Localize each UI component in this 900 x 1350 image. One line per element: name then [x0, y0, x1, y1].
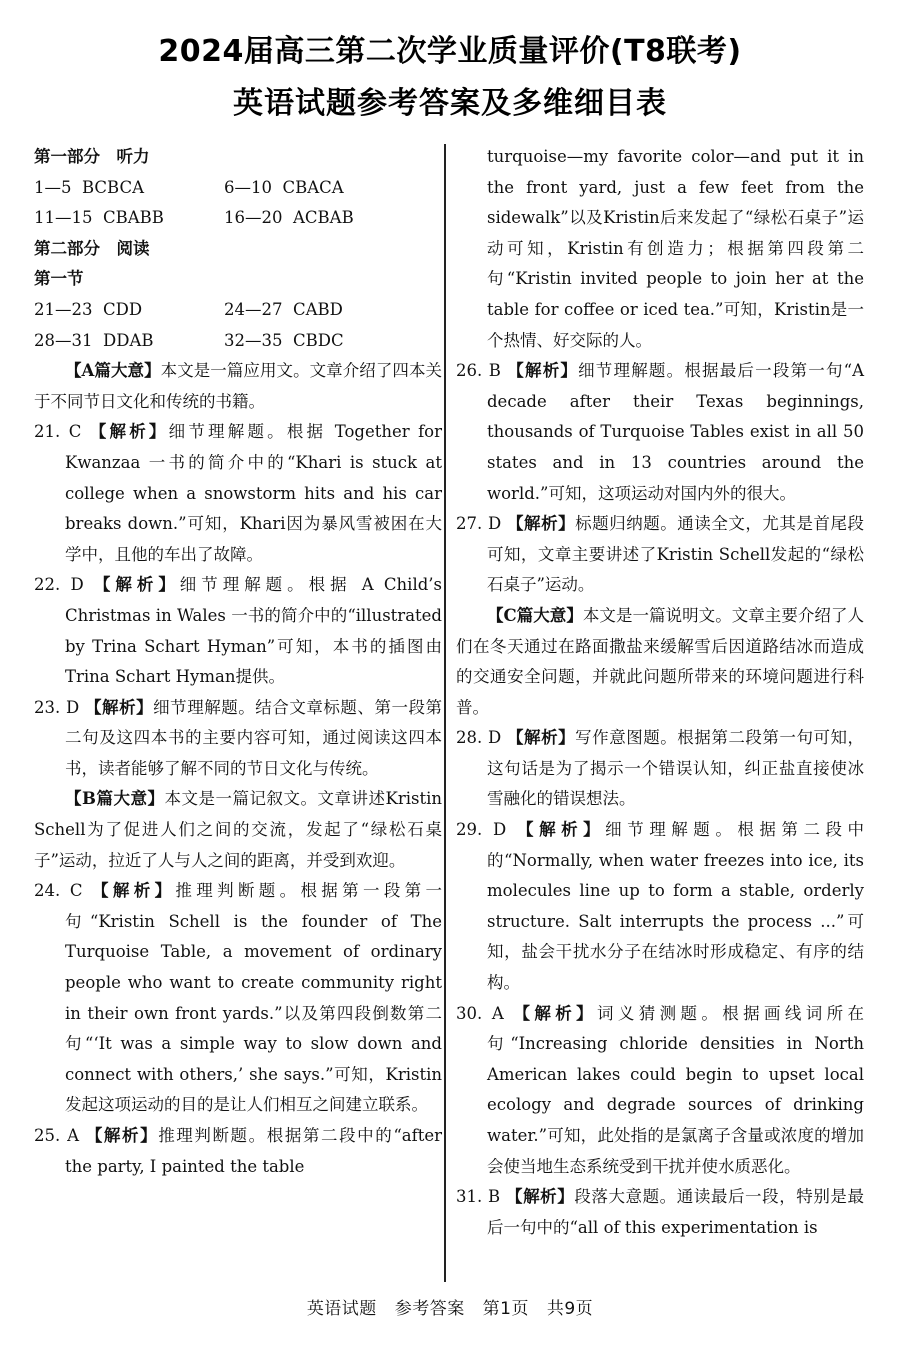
- explanation-item: [456, 509, 864, 601]
- item-number: 22. D: [34, 575, 84, 595]
- section1-heading: 第一节: [34, 269, 84, 289]
- answer-key: CBDC: [293, 330, 344, 350]
- summary-a: [34, 356, 442, 417]
- document-title: 2024届高三第二次学业质量评价(T8联考): [158, 34, 742, 69]
- explanation-item: [34, 570, 442, 692]
- summary-text: 本文是一篇应用文。文章介绍了四本关于不同节日文化和传统的书籍。: [34, 361, 443, 411]
- explanation-item: [456, 356, 864, 509]
- item-tag: 【解析】: [507, 514, 576, 534]
- item-text: 细节理解题。根据第二段中的“Normally, when water freezes into ice, its molecules line up to form a stable, orderly structure. Salt interrupts the process ...”可知，盐会干扰水分子在结冰时形成稳定、有序的结构。: [487, 820, 864, 993]
- summary-b: [34, 784, 442, 876]
- right-column: [456, 142, 864, 1243]
- answer-key: CABD: [293, 299, 343, 319]
- answer-range: 16—20: [224, 208, 283, 228]
- footer-page-number: 第1页: [482, 1299, 529, 1319]
- item-tag: 【解析】: [85, 697, 154, 717]
- answer-row: [34, 203, 442, 234]
- item-tag: 【解析】: [85, 1126, 159, 1145]
- footer-doc: 参考答案: [394, 1299, 465, 1319]
- part2-heading: 第二部分 阅读: [34, 238, 150, 258]
- summary-text: 本文是一篇记叙文。文章讲述Kristin Schell为了促进人们之间的交流，发起了“绿松石桌子”运动，拉近了人与人之间的距离，并受到欢迎。: [34, 789, 442, 870]
- item-tag: 【解析】: [517, 820, 606, 840]
- item-text: 写作意图题。根据第二段第一句可知，这句话是为了揭示一个错误认知，纠正盐直接使冰雪融化的错误想法。: [487, 728, 865, 809]
- item-tag: 【解析】: [513, 1003, 597, 1023]
- item-text: 推理判断题。根据第一段第一句“Kristin Schell is the founder of The Turquoise Table, a movement of ordinary people who want to create community right in their own front yards.”以及第四段倒数第二句“‘It was a simple way to slow down and connect with others,’ she says.”可知，Kristin发起这项运动的目的是让人们相互之间建立联系。: [65, 881, 443, 1115]
- item-number: 23. D: [34, 697, 80, 717]
- explanation-item: [456, 1182, 864, 1243]
- document-subtitle: 英语试题参考答案及多维细目表: [233, 86, 667, 121]
- item-number: 31. B: [456, 1187, 501, 1207]
- item-number: 25. A: [34, 1126, 79, 1145]
- item-text: 细节理解题。根据 A Child’s Christmas in Wales 一书的简介中的“illustrated by Trina Schart Hyman”可知，本书的插图由Trina Schart Hyman提供。: [65, 575, 442, 687]
- explanation-item: [34, 693, 442, 785]
- item-tag: 【解析】: [89, 422, 169, 442]
- explanation-item: [456, 999, 864, 1183]
- item-text: 标题归纳题。通读全文，尤其是首尾段可知，文章主要讲述了Kristin Schell发起的“绿松石桌子”运动。: [487, 514, 865, 595]
- answer-range: 1—5: [34, 177, 72, 197]
- footer-subject: 英语试题: [306, 1299, 377, 1319]
- summary-c: [456, 601, 864, 723]
- summary-label: 【C篇大意】: [487, 605, 583, 625]
- answer-range: 24—27: [224, 299, 283, 319]
- answer-range: 21—23: [34, 299, 93, 319]
- item-number: 30. A: [456, 1003, 504, 1023]
- summary-label: 【A篇大意】: [65, 361, 161, 381]
- item-tag: 【解析】: [92, 881, 176, 901]
- item-text: 细节理解题。结合文章标题、第一段第二句及这四本书的主要内容可知，通过阅读这四本书，读者能够了解不同的节日文化与传统。: [65, 697, 443, 778]
- item-number: 29. D: [456, 820, 507, 840]
- item-text: 细节理解题。根据最后一段第一句“A decade after their Texas beginnings, thousands of Turquoise Tables exist in all 50 states and in 13 countries around the world.”可知，这项运动对国内外的很大。: [487, 361, 864, 503]
- explanation-item: [34, 876, 442, 1121]
- explanation-item: [34, 1121, 442, 1182]
- continued-text: turquoise—my favorite color—and put it in the front yard, just a few feet from the sidewalk”以及Kristin后来发起了“绿松石桌子”运动可知，Kristin有创造力；根据第四段第二句“Kristin invited people to join her at the table for coffee or iced tea.”可知，Kristin是一个热情、好交际的人。: [487, 147, 864, 350]
- explanation-item: [34, 417, 442, 570]
- item-number: 27. D: [456, 514, 502, 534]
- item-text: 段落大意题。通读最后一段，特别是最后一句中的“all of this experimentation is: [487, 1187, 864, 1237]
- item-tag: 【解析】: [507, 361, 579, 381]
- column-divider: [444, 144, 446, 1282]
- footer-page-total: 共9页: [546, 1299, 594, 1319]
- item-number: 28. D: [456, 728, 502, 748]
- page-footer: [0, 1294, 900, 1319]
- item-text: 词义猜测题。根据画线词所在句“Increasing chloride densities in North American lakes could begin to upset local ecology and degrade sources of drinking water.”可知，此处指的是氯离子含量或浓度的增加会使当地生态系统受到干扰并使水质恶化。: [487, 1003, 865, 1176]
- item-number: 24. C: [34, 881, 83, 901]
- item-number: 21. C: [34, 422, 82, 442]
- answer-key: CDD: [103, 299, 143, 319]
- part1-heading: 第一部分 听力: [34, 147, 150, 166]
- summary-text: 本文是一篇说明文。文章主要介绍了人们在冬天通过在路面撒盐来缓解雪后因道路结冰而造成的交通安全问题，并就此问题所带来的环境问题进行科普。: [456, 605, 864, 717]
- left-column: [34, 142, 442, 1182]
- answer-range: 6—10: [224, 177, 272, 197]
- item-text: 推理判断题。根据第二段中的“after the party, I painted the table: [65, 1126, 443, 1176]
- item-tag: 【解析】: [507, 728, 576, 748]
- answer-row: [34, 326, 442, 357]
- answer-row: [34, 173, 442, 204]
- answer-key: BCBCA: [82, 177, 145, 197]
- answer-row: [34, 295, 442, 326]
- answer-key: DDAB: [103, 330, 154, 350]
- answer-range: 11—15: [34, 208, 93, 228]
- answer-key: ACBAB: [293, 208, 354, 228]
- item-tag: 【解析】: [93, 575, 180, 595]
- answer-key: CBABB: [103, 208, 164, 228]
- answer-range: 32—35: [224, 330, 283, 350]
- explanation-item: [456, 723, 864, 815]
- explanation-item: [456, 815, 864, 999]
- summary-label: 【B篇大意】: [65, 789, 165, 809]
- item-tag: 【解析】: [506, 1187, 575, 1207]
- answer-key: CBACA: [282, 177, 344, 197]
- item-number: 26. B: [456, 361, 501, 381]
- answer-range: 28—31: [34, 330, 93, 350]
- item-text: 细节理解题。根据 Together for Kwanzaa 一书的简介中的“Khari is stuck at college when a snowstorm hits and his car breaks down.”可知，Khari因为暴风雪被困在大学中，且他的车出了故障。: [65, 422, 442, 564]
